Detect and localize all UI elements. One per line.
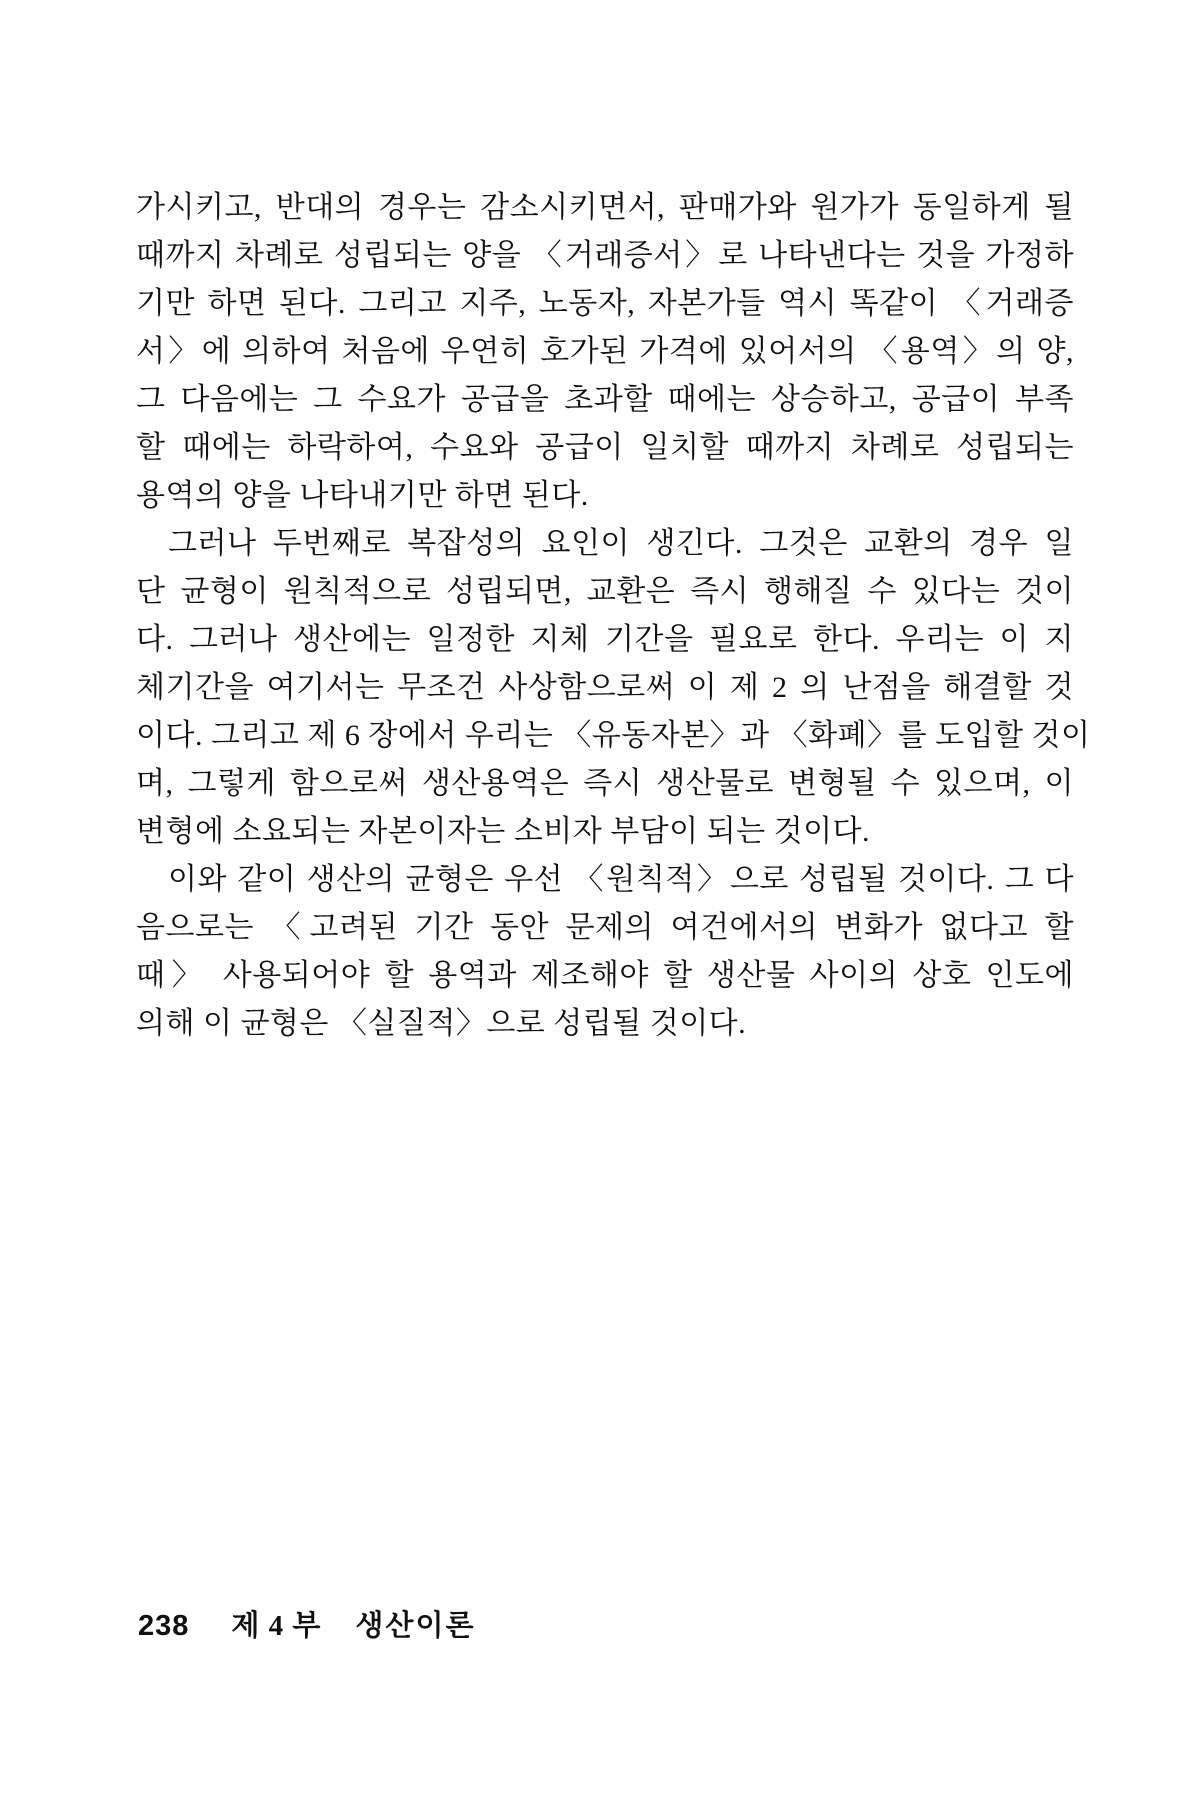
text-line: 이와 같이 생산의 균형은 우선 〈원칙적〉으로 성립될 것이다. 그 다 [168,863,1074,896]
text-line: 가시키고, 반대의 경우는 감소시키면서, 판매가와 원가가 동일하게 될 [136,191,1074,224]
text-line: 며, 그렇게 함으로써 생산용역은 즉시 생산물로 변형될 수 있으며, 이 [136,767,1074,800]
text-line: 이다. 그리고 제 6 장에서 우리는 〈유동자본〉과 〈화폐〉를 도입할 것이 [136,719,1091,752]
text-line: 때〉 사용되어야 할 용역과 제조해야 할 생산물 사이의 상호 인도에 [136,959,1074,992]
text-line: 할 때에는 하락하여, 수요와 공급이 일치할 때까지 차례로 성립되는 [136,431,1074,464]
text-line: 용역의 양을 나타내기만 하면 된다. [136,479,589,512]
body-text [136,184,1091,1048]
text-line: 의해 이 균형은 〈실질적〉으로 성립될 것이다. [136,1007,747,1040]
text-line: 음으로는 〈고려된 기간 동안 문제의 여건에서의 변화가 없다고 할 [136,911,1074,944]
text-line: 그러나 두번째로 복잡성의 요인이 생긴다. 그것은 교환의 경우 일 [168,527,1074,560]
text-line: 그 다음에는 그 수요가 공급을 초과할 때에는 상승하고, 공급이 부족 [136,383,1074,416]
footer-section: 제 4 부 [231,1610,322,1642]
text-line: 체기간을 여기서는 무조건 사상함으로써 이 제 2 의 난점을 해결할 것 [136,671,1074,704]
text-line: 때까지 차례로 성립되는 양을 〈거래증서〉로 나타낸다는 것을 가정하 [136,239,1074,272]
text-line: 단 균형이 원칙적으로 성립되면, 교환은 즉시 행해질 수 있다는 것이 [136,575,1074,608]
page-footer [138,1606,475,1646]
page-number: 238 [138,1610,190,1642]
text-line: 기만 하면 된다. 그리고 지주, 노동자, 자본가들 역시 똑같이 〈거래증 [136,287,1074,320]
text-line: 변형에 소요되는 자본이자는 소비자 부담이 되는 것이다. [136,815,871,848]
text-line: 다. 그러나 생산에는 일정한 지체 기간을 필요로 한다. 우리는 이 지 [136,623,1074,656]
text-line: 서〉에 의하여 처음에 우연히 호가된 가격에 있어서의 〈용역〉의 양, [136,335,1074,368]
footer-title: 생산이론 [355,1610,476,1642]
